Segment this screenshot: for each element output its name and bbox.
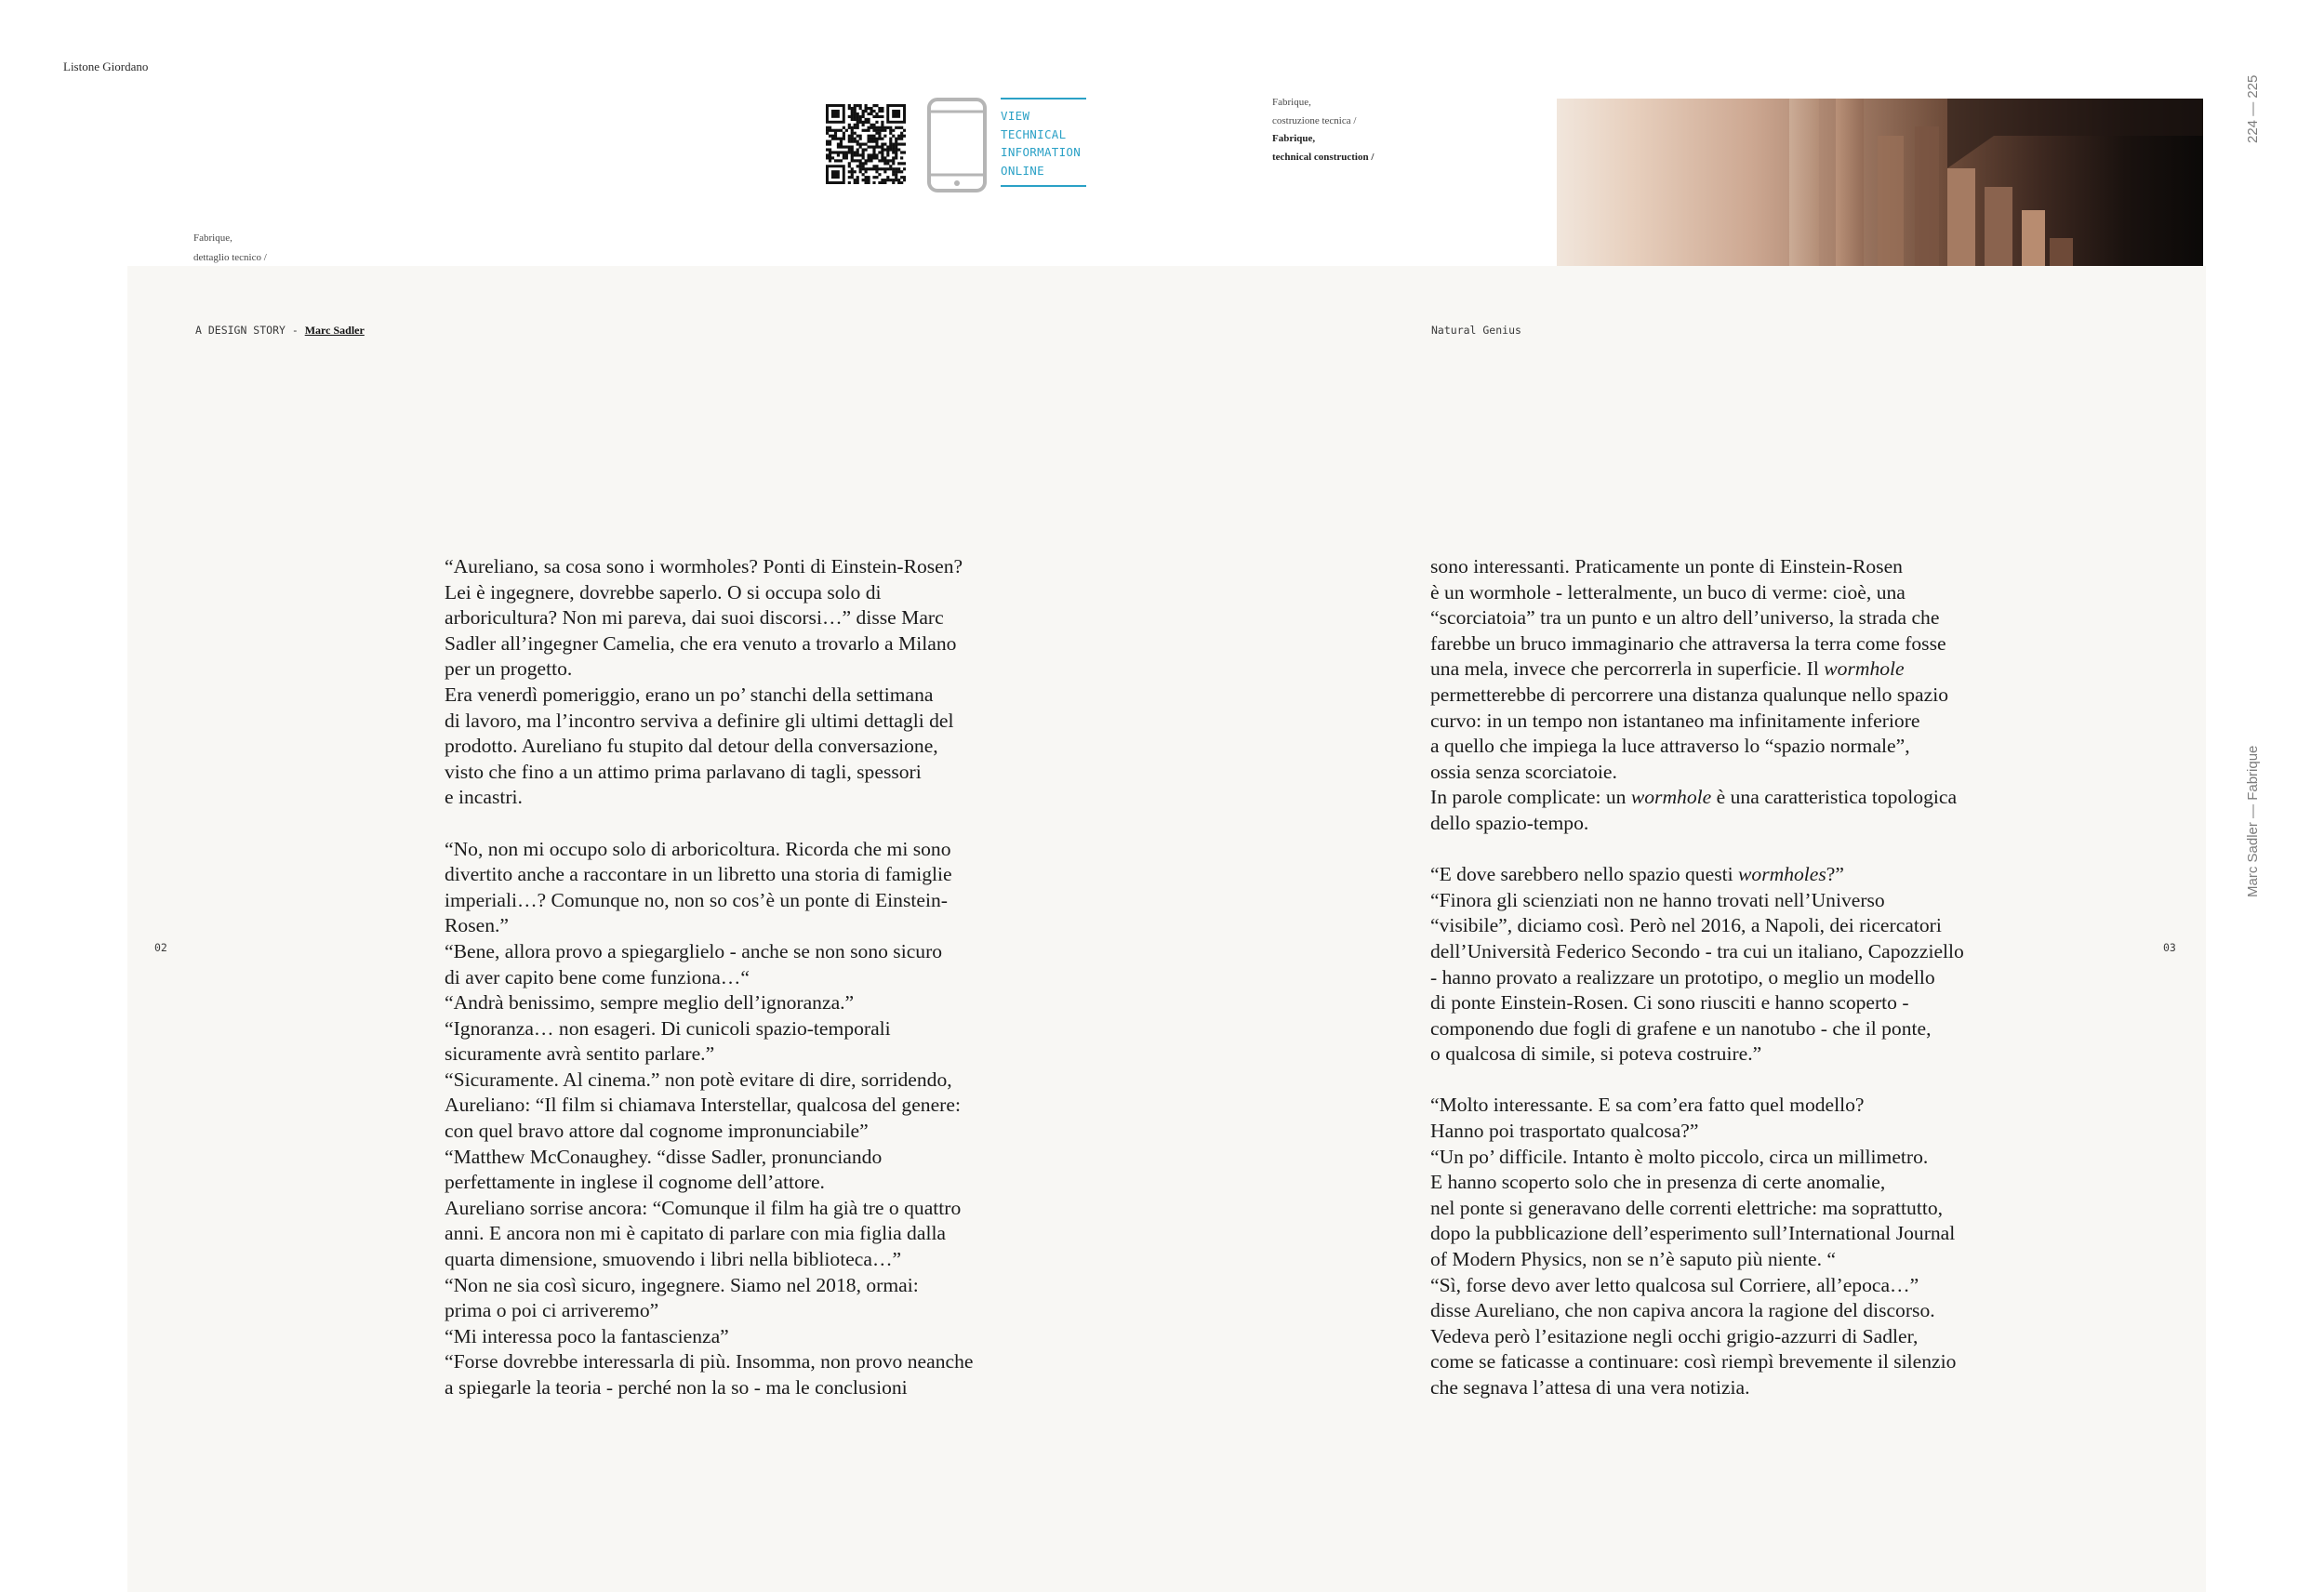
italic-term: wormholes <box>1738 863 1826 886</box>
text-line: “Finora gli scienziati non ne hanno trovati nell’Universo <box>1430 888 1885 911</box>
text-line: “visibile”, diciamo così. Però nel 2016, a Napoli, dei ricercatori <box>1430 914 1942 937</box>
text-line: sicuramente avrà sentito parlare.” <box>445 1042 715 1066</box>
text-line: dell’Università Federico Secondo - tra cui un italiano, Capozziello <box>1430 939 1964 962</box>
text-line: visto che fino a un attimo prima parlavano di tagli, spessori <box>445 760 922 783</box>
text-column-left <box>445 554 973 1401</box>
text-line: imperiali…? Comunque no, non so cos’è un ponte di Einstein- <box>445 888 948 911</box>
text-line: come se faticasse a continuare: così riempì brevemente il silenzio <box>1430 1350 1957 1373</box>
text-line <box>1430 837 1964 863</box>
text-line: “Bene, allora provo a spiegarglielo - anche se non sono sicuro <box>445 939 943 962</box>
text-line: anni. E ancora non mi è capitato di parlare con mia figlia dalla <box>445 1222 947 1245</box>
text-line: of Modern Physics, non se n’è saputo più niente. “ <box>1430 1248 1836 1271</box>
text-line: di ponte Einstein-Rosen. Ci sono riusciti e hanno scoperto - <box>1430 991 1909 1015</box>
tech-link-line: ONLINE <box>1001 163 1044 178</box>
brand-logo: Listone Giordano <box>63 60 149 73</box>
side-title: Marc Sadler — Fabrique <box>2245 745 2261 897</box>
text-line: Vedeva però l’esitazione negli occhi grigio-azzurri di Sadler, <box>1430 1324 1919 1347</box>
text-line: Lei è ingegnere, dovrebbe saperlo. O si occupa solo di <box>445 580 882 604</box>
text-line: Rosen.” <box>445 914 509 937</box>
text-line: per un progetto. <box>445 657 573 681</box>
text-line: di lavoro, ma l’incontro serviva a definire gli ultimi dettagli del <box>445 709 954 732</box>
text-line: “Aureliano, sa cosa sono i wormholes? Ponti di Einstein-Rosen? <box>445 555 963 577</box>
text-line: con quel bravo attore dal cognome impronunciabile” <box>445 1120 869 1143</box>
view-technical-info-link[interactable] <box>1001 98 1086 187</box>
text-line: sono interessanti. Praticamente un ponte di Einstein-Rosen <box>1430 555 1903 577</box>
smartphone-icon <box>926 97 988 193</box>
author-link[interactable]: Marc Sadler <box>304 324 365 337</box>
text-line: che segnava l’attesa di una vera notizia. <box>1430 1376 1750 1399</box>
text-line: perfettamente in inglese il cognome dell’attore. <box>445 1171 825 1194</box>
text-line: quarta dimensione, smuovendo i libri nella biblioteca…” <box>445 1248 902 1271</box>
caption-detail <box>193 229 267 268</box>
text-line: “No, non mi occupo solo di arboricoltura. Ricorda che mi sono <box>445 837 951 860</box>
caption-line: Fabrique, <box>1272 133 1316 144</box>
text-line: “Matthew McConaughey. “disse Sadler, pronunciando <box>445 1145 883 1168</box>
wood-detail-photo <box>1557 99 2203 266</box>
text-line: “Mi interessa poco la fantascienza” <box>445 1324 729 1347</box>
text-line: “Molto interessante. E sa com’era fatto quel modello? <box>1430 1094 1865 1117</box>
text-line: “Forse dovrebbe interessarla di più. Insomma, non provo neanche <box>445 1350 974 1373</box>
page-numbers <box>2245 0 2264 143</box>
text-line: Hanno poi trasportato qualcosa?” <box>1430 1120 1699 1143</box>
text-line <box>445 811 973 837</box>
text-line: Sadler all’ingegner Camelia, che era venuto a trovarlo a Milano <box>445 631 957 655</box>
text-line: “E dove sarebbero nello spazio questi wormholes?” <box>1430 863 1844 886</box>
text-line: E hanno scoperto solo che in presenza di certe anomalie, <box>1430 1171 1886 1194</box>
text-line: “Non ne sia così sicuro, ingegnere. Siamo nel 2018, ormai: <box>445 1273 919 1296</box>
text-line: divertito anche a raccontare in un libretto una storia di famiglie <box>445 863 952 886</box>
qr-code-icon[interactable] <box>826 104 906 184</box>
text-line: arboricultura? Non mi pareva, dai suoi discorsi…” disse Marc <box>445 606 944 630</box>
text-line: o qualcosa di simile, si poteva costruire.” <box>1430 1042 1762 1066</box>
text-line: dopo la pubblicazione dell’esperimento sull’International Journal <box>1430 1222 1956 1245</box>
text-line: di aver capito bene come funziona…“ <box>445 965 750 988</box>
text-line: “Andrà benissimo, sempre meglio dell’ignoranza.” <box>445 991 855 1015</box>
text-line: “scorciatoia” tra un punto e un altro dell’universo, la strada che <box>1430 606 1940 630</box>
text-line: prima o poi ci arriveremo” <box>445 1299 659 1322</box>
text-line: “Un po’ difficile. Intanto è molto piccolo, circa un millimetro. <box>1430 1145 1929 1168</box>
section-label: Natural Genius <box>1431 324 1521 337</box>
caption-construction <box>1272 94 1374 166</box>
text-line: Era venerdì pomeriggio, erano un po’ stanchi della settimana <box>445 683 934 706</box>
folio-left: 02 <box>154 941 167 954</box>
text-column-right <box>1430 554 1964 1401</box>
text-line: componendo due fogli di grafene e un nanotubo - che il ponte, <box>1430 1016 1932 1040</box>
text-line: - hanno provato a realizzare un prototipo, o meglio un modello <box>1430 965 1935 988</box>
text-line: curvo: in un tempo non istantaneo ma infinitamente inferiore <box>1430 709 1920 732</box>
caption-line: Fabrique, <box>1272 97 1311 108</box>
tech-link-line: TECHNICAL <box>1001 126 1067 141</box>
story-prefix: A DESIGN STORY - <box>195 324 299 337</box>
text-line: permetterebbe di percorrere una distanza qualunque nello spazio <box>1430 683 1948 706</box>
caption-line: costruzione tecnica / <box>1272 114 1357 126</box>
text-line: nel ponte si generavano delle correnti elettriche: ma soprattutto, <box>1430 1196 1944 1219</box>
text-line: Aureliano sorrise ancora: “Comunque il film ha già tre o quattro <box>445 1196 962 1219</box>
text-line: “Sì, forse devo aver letto qualcosa sul Corriere, all’epoca…” <box>1430 1273 1919 1296</box>
text-line: è un wormhole - letteralmente, un buco di verme: cioè, una <box>1430 580 1906 604</box>
text-line <box>1430 1068 1964 1094</box>
folio-right: 03 <box>2163 941 2176 954</box>
caption-line: technical construction / <box>1272 151 1374 163</box>
text-line: e incastri. <box>445 786 523 809</box>
text-line: a quello che impiega la luce attraverso lo “spazio normale”, <box>1430 735 1910 758</box>
italic-term: wormhole <box>1630 786 1712 809</box>
text-line: dello spazio-tempo. <box>1430 811 1589 834</box>
text-line: prodotto. Aureliano fu stupito dal detour della conversazione, <box>445 735 938 758</box>
text-line: farebbe un bruco immaginario che attraversa la terra come fosse <box>1430 631 1946 655</box>
page-numbers-text: 224 — 225 <box>2245 74 2261 143</box>
text-line: In parole complicate: un wormhole è una caratteristica topologica <box>1430 786 1958 809</box>
text-line: “Ignoranza… non esageri. Di cunicoli spazio-temporali <box>445 1016 891 1040</box>
text-line: a spiegarle la teoria - perché non la so - ma le conclusioni <box>445 1376 908 1399</box>
text-line: Aureliano: “Il film si chiamava Interstellar, qualcosa del genere: <box>445 1094 961 1117</box>
text-line: una mela, invece che percorrerla in superficie. Il wormhole <box>1430 657 1905 681</box>
tech-link-line: VIEW <box>1001 109 1030 123</box>
text-line: ossia senza scorciatoie. <box>1430 760 1617 783</box>
text-line: “Sicuramente. Al cinema.” non potè evitare di dire, sorridendo, <box>445 1068 952 1091</box>
caption-line: Fabrique, <box>193 232 232 244</box>
tech-link-line: INFORMATION <box>1001 145 1082 159</box>
caption-line: dettaglio tecnico / <box>193 252 267 263</box>
story-label <box>195 324 365 338</box>
italic-term: wormhole <box>1824 657 1905 681</box>
text-line: disse Aureliano, che non capiva ancora la ragione del discorso. <box>1430 1299 1935 1322</box>
